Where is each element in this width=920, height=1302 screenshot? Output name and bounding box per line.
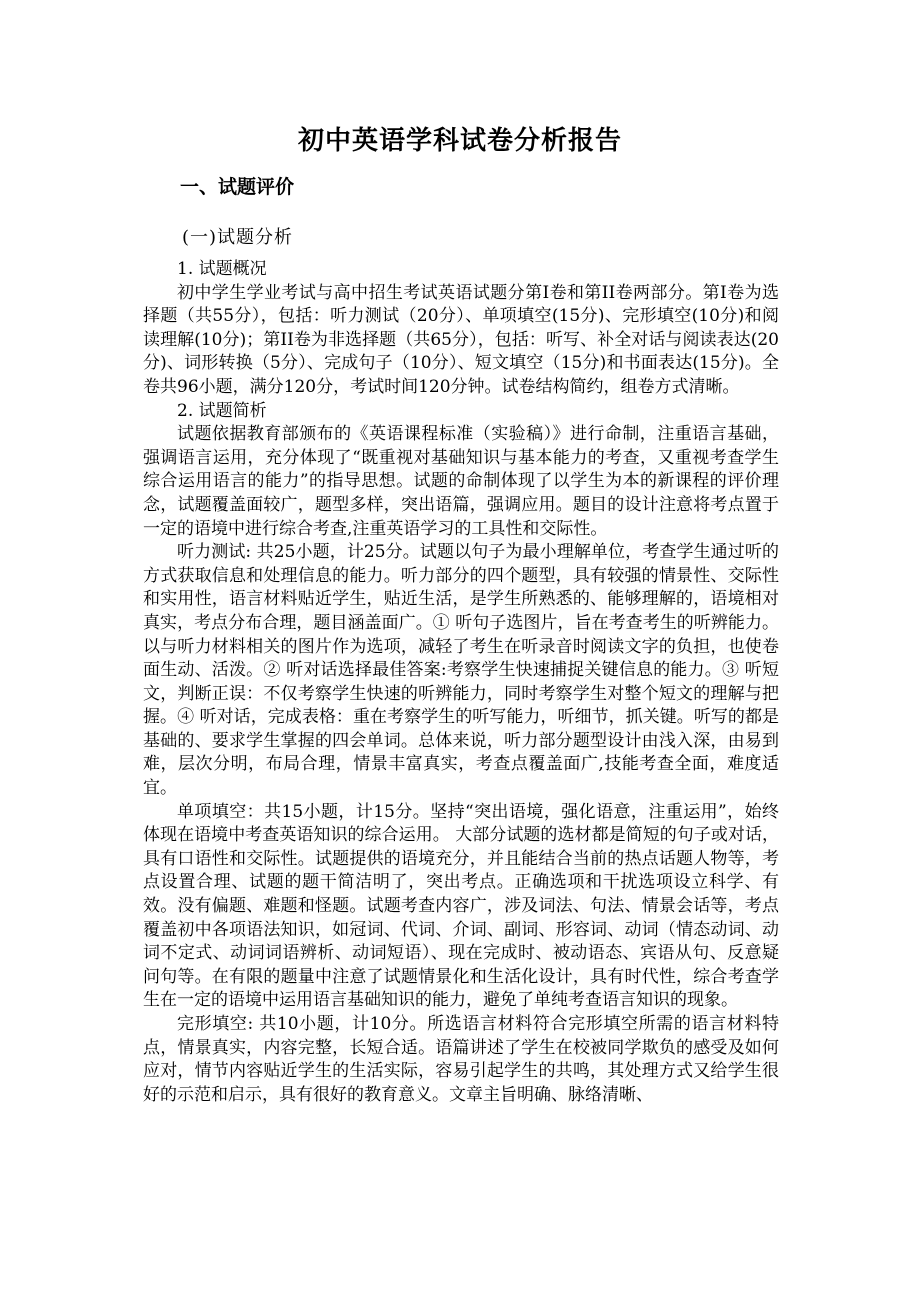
paragraph-cloze: 完形填空: 共10小题，计10分。所选语言材料符合完形填空所需的语言材料特点，情景真实，内容完整，长短合适。语篇讲述了学生在校被同学欺负的感受及如何应对，情节内容贴近学生的生活实际，容易引起学生的共鸣，其处理方式又给学生很好的示范和启示，具有很好的教育意义。文章主旨明确、脉络清晰、 bbox=[143, 1014, 779, 1105]
subsection-heading: (一)试题分析 bbox=[182, 227, 294, 248]
paragraph-analysis: 试题依据教育部颁布的《英语课程标准（实验稿）》进行命制，注重语言基础，强调语言运用，充分体现了“既重视对基础知识与基本能力的考查，又重视考查学生综合运用语言的能力”的指导思想。试题的命制体现了以学生为本的新课程的评价理念，试题覆盖面较广，题型多样，突出语篇，强调应用。题目的设计注意将考点置于一定的语境中进行综合考查,注重英语学习的工具性和交际性。 bbox=[143, 424, 779, 539]
document-body bbox=[143, 258, 779, 1107]
paragraph-listening: 听力测试: 共25小题，计25分。试题以句子为最小理解单位，考查学生通过听的方式获取信息和处理信息的能力。听力部分的四个题型，具有较强的情景性、交际性和实用性，语言材料贴近学生，贴近生活，是学生所熟悉的、能够理解的，语境相对真实，考点分布合理，题目涵盖面广。① 听句子选图片，旨在考查考生的听辨能力。以与听力材料相关的图片作为选项，减轻了考生在听录音时阅读文字的负担，也使卷面生动、活泼。② 听对话选择最佳答案:考察学生快速捕捉关键信息的能力。③ 听短文，判断正误：不仅考察学生快速的听辨能力，同时考察学生对整个短文的理解与把握。④ 听对话，完成表格：重在考察学生的听写能力，听细节，抓关键。听写的都是基础的、要求学生掌握的四会单词。总体来说，听力部分题型设计由浅入深，由易到难，层次分明，布局合理，情景丰富真实，考查点覆盖面广,技能考查全面，难度适宜。 bbox=[143, 542, 779, 799]
section-heading: 一、试题评价 bbox=[180, 176, 295, 198]
item-heading-overview: 1. 试题概况 bbox=[177, 259, 267, 279]
paragraph-overview: 初中学生学业考试与高中招生考试英语试题分第I卷和第II卷两部分。第I卷为选择题（共55分），包括：听力测试（20分）、单项填空(15分)、完形填空(10分)和阅读理解(10分)；第II卷为非选择题（共65分），包括：听写、补全对话与阅读表达(20分)、词形转换（5分）、完成句子（10分）、短文填空（15分)和书面表达(15分)。全卷共96小题，满分120分，考试时间120分钟。试卷结构简约，组卷方式清晰。 bbox=[143, 282, 779, 397]
paragraph-single-choice: 单项填空：共15小题，计15分。坚持“突出语境，强化语意，注重运用”，始终体现在语境中考查英语知识的综合运用。 大部分试题的选材都是简短的句子或对话，具有口语性和交际性。试题提供的语境充分，并且能结合当前的热点话题人物等，考点设置合理、试题的题干简洁明了，突出考点。正确选项和干扰选项设立科学、有效。没有偏题、难题和怪题。试题考查内容广，涉及词法、句法、情景会话等，考点覆盖初中各项语法知识，如冠词、代词、介词、副词、形容词、动词（情态动词、动词不定式、动词词语辨析、动词短语）、现在完成时、被动语态、宾语从句、反意疑问句等。在有限的题量中注意了试题情景化和生活化设计，具有时代性，综合考查学生在一定的语境中运用语言基础知识的能力，避免了单纯考查语言知识的现象。 bbox=[143, 801, 779, 1011]
item-heading-analysis: 2. 试题简析 bbox=[177, 400, 267, 421]
page-title: 初中英语学科试卷分析报告 bbox=[297, 126, 622, 156]
